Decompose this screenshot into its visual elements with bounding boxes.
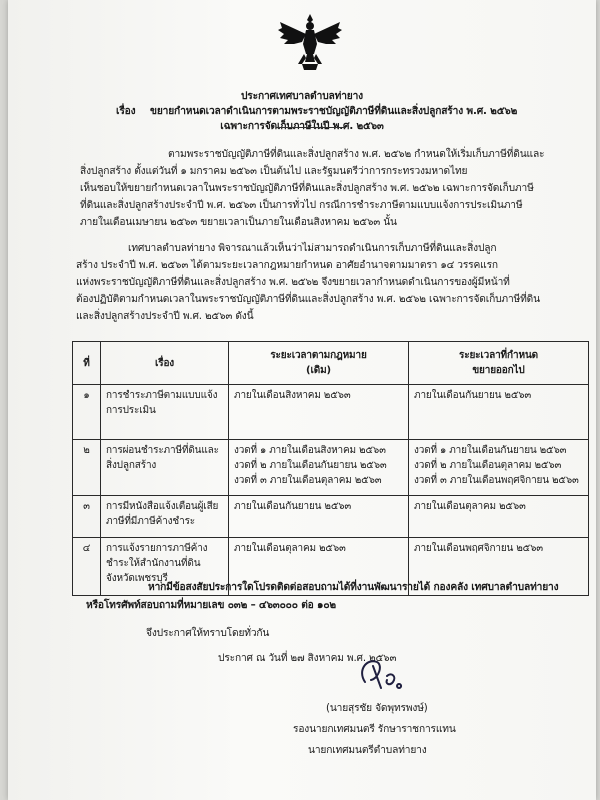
paragraph2-line: ต้องปฏิบัติตามกำหนดเวลาในพระราชบัญญัติภาษีที่ดินและสิ่งปลูกสร้าง พ.ศ. ๒๕๖๒ เฉพาะการจัดเก็บภาษีที่ดิน (76, 294, 540, 305)
header-extended-period: ระยะเวลาที่กำหนด ขยายออกไป (409, 342, 589, 385)
row-subject: การแจ้งรายการภาษีค้างชำระให้สำนักงานที่ดินจังหวัดเพชรบุรี (101, 538, 229, 596)
signer-title-2: นายกเทศมนตรีตำบลท่ายาง (308, 745, 427, 756)
row-subject: การมีหนังสือแจ้งเตือนผู้เสียภาษีที่มีภาษีค้างชำระ (101, 496, 229, 538)
contact-line-1: หากมีข้อสงสัยประการใดโปรดติดต่อสอบถามได้ที่งานพัฒนารายได้ กองคลัง เทศบาลตำบลท่ายาง (148, 582, 559, 593)
divider (276, 127, 346, 128)
paragraph2-line: และสิ่งปลูกสร้างประจำปี พ.ศ. ๒๕๖๓ ดังนี้ (76, 311, 254, 322)
row-subject: การผ่อนชำระภาษีที่ดินและสิ่งปลูกสร้าง (101, 440, 229, 496)
table-row (73, 440, 589, 496)
signer-name: (นายสุรชัย จัดพุทรพงษ์) (326, 703, 428, 714)
row-extended: งวดที่ ๑ ภายในเดือนกันยายน ๒๕๖๓ งวดที่ ๒ ภายในเดือนตุลาคม ๒๕๖๓ งวดที่ ๓ ภายในเดือนพฤศจิกายน ๒๕๖๓ (409, 440, 589, 496)
row-subject: การชำระภาษีตามแบบแจ้งการประเมิน (101, 385, 229, 440)
extension-table (72, 341, 589, 596)
paragraph2-line: เทศบาลตำบลท่ายาง พิจารณาแล้วเห็นว่าไม่สามารถดำเนินการเก็บภาษีที่ดินและสิ่งปลูก (128, 243, 497, 254)
closing-text: จึงประกาศให้ทราบโดยทั่วกัน (146, 628, 270, 639)
table-header-row (73, 342, 589, 385)
row-original: งวดที่ ๑ ภายในเดือนสิงหาคม ๒๕๖๓ งวดที่ ๒ ภายในเดือนกันยายน ๒๕๖๓ งวดที่ ๓ ภายในเดือนตุลาคม ๒๕๖๓ (229, 440, 409, 496)
row-extended: ภายในเดือนกันยายน ๒๕๖๓ (409, 385, 589, 440)
subject-label: เรื่อง (116, 106, 136, 117)
header-original-period: ระยะเวลาตามกฎหมาย (เดิม) (229, 342, 409, 385)
row-original: ภายในเดือนกันยายน ๒๕๖๓ (229, 496, 409, 538)
paragraph1-line: ที่ดินและสิ่งปลูกสร้างประจำปี พ.ศ. ๒๕๖๓ เป็นการทั่วไป กรณีการชำระภาษีตามแบบแจ้งการประเมินภาษี (80, 200, 523, 211)
row-original: ภายในเดือนสิงหาคม ๒๕๖๓ (229, 385, 409, 440)
paragraph1-line: ตามพระราชบัญญัติภาษีที่ดินและสิ่งปลูกสร้าง พ.ศ. ๒๕๖๒ กำหนดให้เริ่มเก็บภาษีที่ดินและ (168, 149, 545, 160)
table-row (73, 496, 589, 538)
row-extended: ภายในเดือนพฤศจิกายน ๒๕๖๓ (409, 538, 589, 596)
paragraph2-line: สร้าง ประจำปี พ.ศ. ๒๕๖๓ ได้ตามระยะเวลากฎหมายกำหนด อาศัยอำนาจตามมาตรา ๑๔ วรรคแรก (76, 260, 498, 271)
row-no: ๒ (73, 440, 101, 496)
row-extended: ภายในเดือนตุลาคม ๒๕๖๓ (409, 496, 589, 538)
row-no: ๓ (73, 496, 101, 538)
paragraph2-line: แห่งพระราชบัญญัติภาษีที่ดินและสิ่งปลูกสร้าง พ.ศ. ๒๕๖๒ จึงขยายเวลากำหนดดำเนินการของผู้มีหน้าที่ (76, 277, 510, 288)
subject-line-2: เฉพาะการจัดเก็บภาษีในปี พ.ศ. ๒๕๖๓ (220, 121, 384, 132)
announcement-org: ประกาศเทศบาลตำบลท่ายาง (240, 91, 363, 102)
row-no: ๔ (73, 538, 101, 596)
subject-line-1: ขยายกำหนดเวลาดำเนินการตามพระราชบัญญัติภาษีที่ดินและสิ่งปลูกสร้าง พ.ศ. ๒๕๖๒ (150, 106, 518, 117)
paragraph1-line: สิ่งปลูกสร้าง ตั้งแต่วันที่ ๑ มกราคม ๒๕๖๓ เป็นต้นไป และรัฐมนตรีว่าการกระทรวงมหาดไทย (80, 166, 468, 177)
table-row (73, 385, 589, 440)
paragraph1-line: เห็นชอบให้ขยายกำหนดเวลาในพระราชบัญญัติภาษีที่ดินและสิ่งปลูกสร้าง พ.ศ. ๒๕๖๒ เฉพาะการจัดเก็บภาษี (80, 183, 534, 194)
document-page (8, 0, 596, 800)
handwritten-signature (353, 652, 413, 696)
dateline: ประกาศ ณ วันที่ ๒๗ สิงหาคม พ.ศ. ๒๕๖๓ (218, 653, 397, 664)
row-original: ภายในเดือนตุลาคม ๒๕๖๓ (229, 538, 409, 596)
header-subject: เรื่อง (101, 342, 229, 385)
garuda-emblem-icon (276, 12, 344, 74)
signer-title-1: รองนายกเทศมนตรี รักษาราชการแทน (293, 724, 456, 735)
contact-line-2: หรือโทรศัพท์สอบถามที่หมายเลข ๐๓๒ – ๔๖๓๐๐๐ ต่อ ๑๐๒ (86, 600, 336, 611)
row-no: ๑ (73, 385, 101, 440)
paragraph1-line: ภายในเดือนเมษายน ๒๕๖๓ ขยายเวลาเป็นภายในเดือนสิงหาคม ๒๕๖๓ นั้น (80, 217, 397, 228)
header-no: ที่ (73, 342, 101, 385)
